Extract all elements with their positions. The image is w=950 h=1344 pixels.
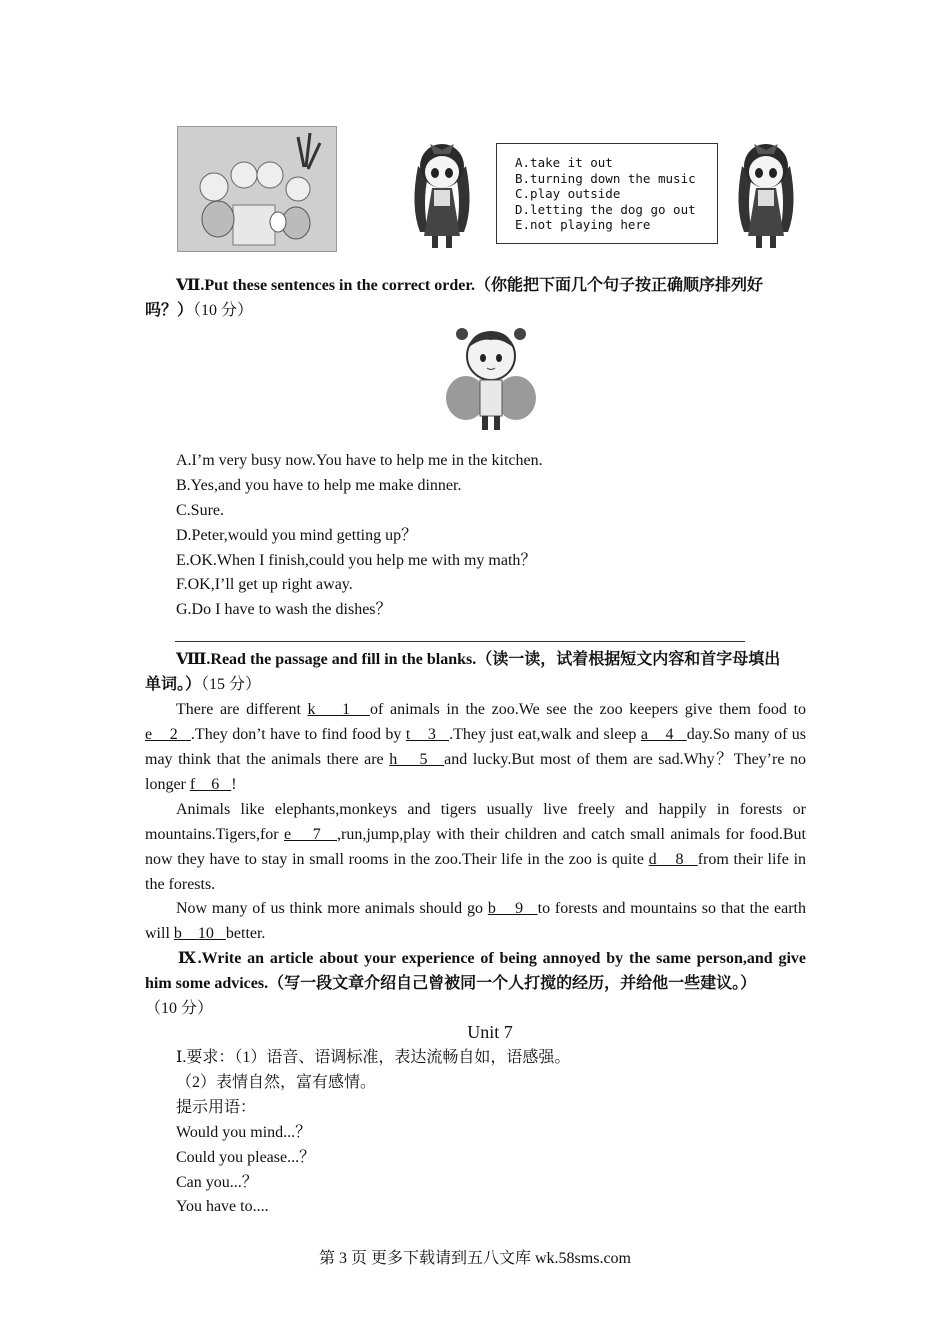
section-7-heading: Ⅶ.Put these sentences in the correct order.（你能把下面几个句子按正确顺序排列好 吗？）（10 分） <box>145 277 764 319</box>
passage-paragraph-3: Now many of us think more animals should go b 9 to forests and mountains so that the earth will b 10 better. <box>145 900 807 942</box>
blank-5[interactable]: h 5 <box>389 751 445 768</box>
sentence-f: F.OK,I’ll get up right away. <box>176 576 353 593</box>
passage-paragraph-1: There are different k 1 of animals in the zoo.We see the zoo keepers give them food to e 2 .They don’t have to find food by t 3 .They just eat,walk and sleep a 4 day.So many of us may think that the animals there are h 5 and lucky.But most of them are sad.Why？They’re no longer f 6 ! <box>145 701 807 793</box>
option-e: E.not playing here <box>515 217 651 233</box>
requirement-1: Ⅰ.要求：（1）语音、语调标准，表达流畅自如，语感强。 <box>176 1049 571 1066</box>
prompt-phrase-4: You have to.... <box>176 1198 269 1215</box>
sentence-g: G.Do I have to wash the dishes？ <box>176 601 392 618</box>
sentence-d: D.Peter,would you mind getting up？ <box>176 527 418 544</box>
sentence-a: A.I’m very busy now.You have to help me in the kitchen. <box>176 452 543 469</box>
passage-paragraph-2: Animals like elephants,monkeys and tigers usually live freely and happily in forests or mountains.Tigers,for e 7 ,run,jump,play with their children and catch small animals for food.But now they have to stay in small rooms in the zoo.Their life in the zoo is quite d 8 from their life in the forests. <box>145 801 807 893</box>
blank-1[interactable]: k 1 <box>307 701 371 718</box>
children-photo <box>177 126 337 252</box>
page-footer: 第 3 页 更多下载请到五八文库 wk.58sms.com <box>318 1250 631 1267</box>
blank-4[interactable]: a 4 <box>640 726 687 743</box>
unit-title: Unit 7 <box>467 1022 513 1042</box>
section-8-heading: Ⅷ.Read the passage and fill in the blanks.（读一读，试着根据短文内容和首字母填出 单词。）（15 分） <box>145 651 781 693</box>
prompt-phrase-3: Can you...？ <box>176 1174 258 1191</box>
requirement-2: （2）表情自然，富有感情。 <box>176 1074 377 1091</box>
section-9-heading: Ⅸ.Write an article about your experience of being annoyed by the same person,and give him some advices.（写一段文章介绍自己曾被同一个人打搅的经历，并给他一些建议。） （10 分） <box>145 950 806 1017</box>
sentence-c: C.Sure. <box>176 502 224 519</box>
blank-7[interactable]: e 7 <box>284 826 337 843</box>
prompt-phrase-1: Would you mind...？ <box>176 1124 312 1141</box>
girl-illustration-left <box>406 136 478 255</box>
answer-line[interactable] <box>175 641 745 642</box>
options-box <box>496 143 718 244</box>
blank-6[interactable]: f 6 <box>189 776 232 793</box>
cheerleader-illustration <box>446 324 536 441</box>
blank-2[interactable]: e 2 <box>145 726 191 743</box>
option-c: C.play outside <box>515 186 621 202</box>
sentence-e: E.OK.When I finish,could you help me with my math？ <box>176 552 537 569</box>
prompt-phrase-2: Could you please...？ <box>176 1149 316 1166</box>
sentence-b: B.Yes,and you have to help me make dinner. <box>176 477 462 494</box>
prompt-label: 提示用语： <box>176 1099 257 1116</box>
blank-10[interactable]: b 10 <box>173 925 226 942</box>
blank-3[interactable]: t 3 <box>405 726 450 743</box>
blank-8[interactable]: d 8 <box>648 851 698 868</box>
option-a: A.take it out <box>515 155 613 170</box>
blank-9[interactable]: b 9 <box>487 900 538 917</box>
option-d: D.letting the dog go out <box>515 201 696 217</box>
option-b: B.turning down the music <box>515 170 696 186</box>
girl-illustration-right <box>730 136 802 255</box>
